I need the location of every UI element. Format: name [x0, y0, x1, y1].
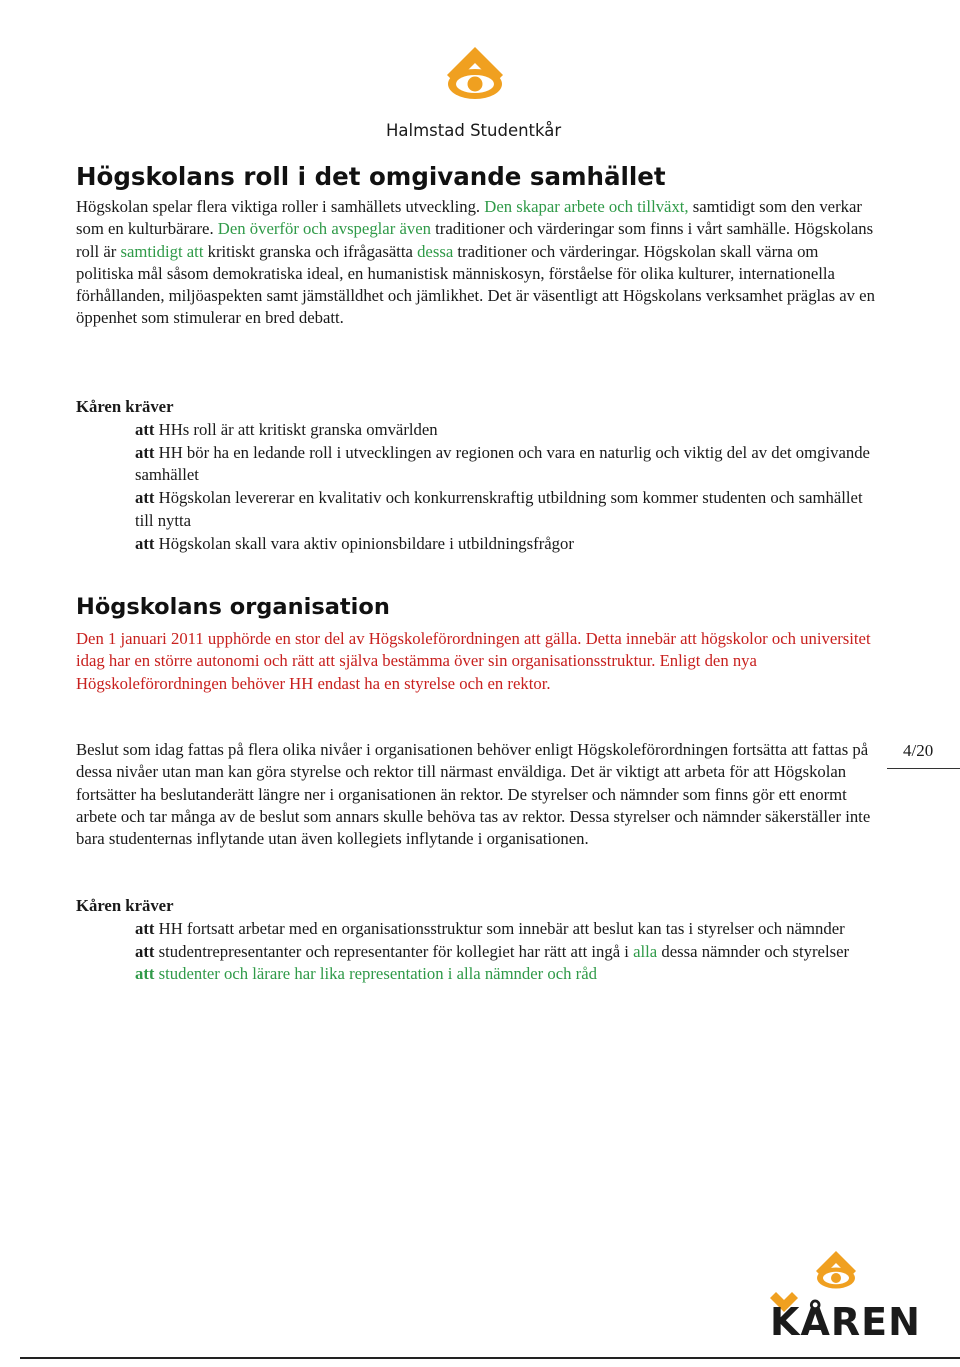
footer-rule	[20, 1357, 960, 1359]
page-number: 4/20	[903, 741, 934, 760]
section-title-role: Högskolans roll i det omgivande samhället	[76, 162, 666, 191]
requirement-item: att Högskolan levererar en kvalitativ och konkurrenskraftig utbildning som kommer studenten och samhället till nytta	[135, 488, 863, 530]
page-number-rule	[887, 768, 960, 769]
requirement-item: att studentrepresentanter och representanter för kollegiet har rätt att ingå i alla dessa nämnder och styrelser	[135, 941, 850, 961]
requirement-item: att HH fortsatt arbetar med en organisationsstruktur som innebär att beslut kan tas i styrelser och nämnder	[135, 919, 845, 938]
requirement-item: att Högskolan skall vara aktiv opinionsbildare i utbildningsfrågor	[135, 533, 574, 553]
section-role-paragraph: Högskolan spelar flera viktiga roller i samhällets utveckling. Den skapar arbete och tillväxt, samtidigt som den verkar som en kulturbärare. Den överför och avspeglar även traditioner och värderingar som finns i vårt samhälle. Högskolans roll är samtidigt att kritiskt granska och ifrågasätta dessa traditioner och värderingar. Högskolan skall värna om politiska mål såsom demokratiska ideal, en humanistisk människosyn, förståelse för olika kulturer, internationella förhållanden, miljöaspekten samt jämställdhet och jämlikhet. Det är väsentligt att Högskolans verksamhet präglas av en öppenhet som stimulerar en bred debatt.	[76, 197, 875, 328]
section-organization-intro: Den 1 januari 2011 upphörde en stor del av Högskoleförordningen att gälla. Detta innebär att högskolor och universitet idag har en större autonomi och rätt att själva bestämma över sin organisationsstruktur. Enligt den nya Högskoleförordningen behöver HH endast ha en styrelse och en rektor.	[76, 629, 871, 693]
karen-brand-text: KÅREN	[770, 1300, 921, 1344]
halmstad-logo-icon	[443, 44, 507, 106]
requirements-heading: Kåren kräver	[76, 896, 174, 915]
requirements-list	[135, 419, 870, 555]
organization-name: Halmstad Studentkår	[386, 121, 562, 140]
section-organization-paragraph: Beslut som idag fattas på flera olika nivåer i organisationen behöver enligt Högskoleförordningen fortsätta att fattas på dessa nivåer utan man kan göra styrelse och rektor till närmast enväldiga. Det är viktigt att arbeta för att Högskolan fortsätter ha beslutanderätt längre ner i organisationen än rektor. De styrelser och nämnder som finns gör ett enormt arbete och tar många av de beslut som annars skulle behöva tas av rektor. Dessa styrelser och nämnder säkerställer inte bara studenternas inflytande utan även kollegiets inflytande i organisationen.	[76, 740, 871, 849]
section-title-organization: Högskolans organisation	[76, 594, 390, 620]
requirement-item: att HHs roll är att kritiskt granska omvärlden	[135, 420, 438, 439]
requirements-list	[135, 918, 870, 986]
requirement-item: att studenter och lärare har lika representation i alla nämnder och råd	[135, 964, 597, 984]
requirement-item: att HH bör ha en ledande roll i utvecklingen av regionen och vara en naturlig och viktig del av det omgivande samhället	[135, 442, 870, 485]
requirements-heading: Kåren kräver	[76, 397, 174, 416]
